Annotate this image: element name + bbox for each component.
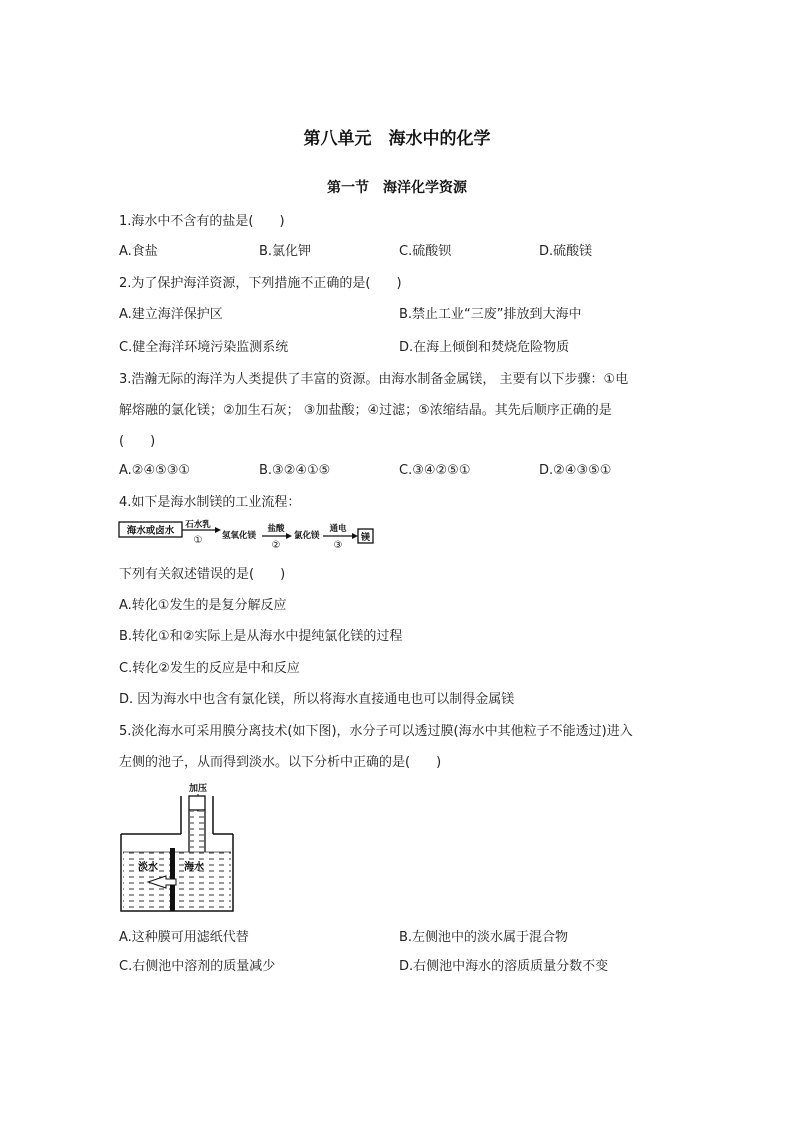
question-2-option-d: D.在海上倾倒和焚烧危险物质 — [399, 340, 570, 355]
question-2-option-a: A.建立海洋保护区 — [119, 307, 223, 322]
flow-reagent-2: 盐酸 — [267, 524, 285, 534]
page-title: 第八单元 海水中的化学 — [303, 129, 491, 149]
flow-end-label: 镁 — [360, 533, 371, 543]
flow-product-2: 氯化镁 — [294, 531, 320, 541]
question-5-stem-line-1: 5.淡化海水可采用膜分离技术(如下图)，水分子可以透过膜(海水中其他粒子不能透过)进入 — [119, 724, 633, 739]
question-2-stem: 2.为了保护海洋资源，下列措施不正确的是( ) — [119, 276, 402, 291]
flow-arrowhead-1 — [215, 527, 221, 533]
question-4-option-b: B.转化①和②实际上是从海水中提纯氯化镁的过程 — [119, 629, 403, 644]
question-5-option-d: D.右侧池中海水的溶质质量分数不变 — [399, 959, 609, 974]
flow-reagent-1: 石水乳 — [185, 520, 211, 530]
piston — [189, 796, 205, 810]
question-3-stem-line-3: ( ) — [119, 434, 156, 449]
question-4-stem: 4.如下是海水制镁的工业流程： — [119, 495, 301, 510]
tube-water — [190, 811, 204, 851]
question-1-stem: 1.海水中不含有的盐是( ) — [119, 214, 285, 229]
tank-water — [123, 852, 231, 909]
question-4-option-a: A.转化①发生的是复分解反应 — [119, 598, 287, 613]
flow-step-3: ③ — [333, 540, 343, 550]
question-2-option-b: B.禁止工业“三废”排放到大海中 — [399, 307, 582, 322]
flow-diagram — [118, 518, 378, 550]
question-5-option-c: C.右侧池中溶剂的质量减少 — [119, 959, 276, 974]
sea-water-label: 海水 — [184, 862, 204, 873]
pressure-label: 加压 — [188, 784, 208, 794]
question-5-stem-line-2: 左侧的池子，从而得到淡水。以下分析中正确的是( ) — [119, 755, 442, 770]
question-3-stem-line-2: 解熔融的氯化镁；②加生石灰； ③加盐酸；④过滤；⑤浓缩结晶。其先后顺序正确的是 — [119, 403, 612, 418]
question-5-option-a: A.这种膜可用滤纸代替 — [119, 930, 249, 945]
question-3-option-c: C.③④②⑤① — [399, 463, 471, 478]
question-4-option-d: D. 因为海水中也含有氯化镁，所以将海水直接通电也可以制得金属镁 — [119, 692, 515, 707]
flow-product-1: 氢氧化镁 — [222, 531, 257, 541]
question-4-prompt: 下列有关叙述错误的是( ) — [119, 567, 286, 582]
flow-arrowhead-3 — [352, 533, 358, 539]
question-3-stem-line-1: 3.浩瀚无际的海洋为人类提供了丰富的资源。由海水制备金属镁， 主要有以下步骤：①电 — [119, 372, 629, 387]
question-3-option-a: A.②④⑤③① — [119, 463, 191, 478]
question-4-option-c: C.转化②发生的反应是中和反应 — [119, 661, 300, 676]
fresh-water-label: 淡水 — [138, 862, 158, 873]
flow-step-2: ② — [271, 540, 281, 550]
question-1-option-a: A.食盐 — [119, 244, 158, 259]
question-3-option-d: D.②④③⑤① — [539, 463, 612, 478]
section-title: 第一节 海洋化学资源 — [327, 180, 467, 196]
question-2-option-c: C.健全海洋环境污染监测系统 — [119, 340, 289, 355]
question-3-option-b: B.③②④①⑤ — [259, 463, 331, 478]
question-1-option-c: C.硫酸钡 — [399, 244, 452, 259]
question-5-option-b: B.左侧池中的淡水属于混合物 — [399, 930, 569, 945]
membrane-figure — [118, 778, 236, 914]
question-1-option-b: B.氯化钾 — [259, 244, 312, 259]
flow-arrowhead-2 — [286, 533, 292, 539]
flow-step-1: ① — [193, 535, 203, 546]
question-1-option-d: D.硫酸镁 — [539, 244, 593, 259]
flow-reagent-3: 通电 — [329, 524, 347, 534]
flow-start-label: 海水或卤水 — [126, 525, 175, 537]
